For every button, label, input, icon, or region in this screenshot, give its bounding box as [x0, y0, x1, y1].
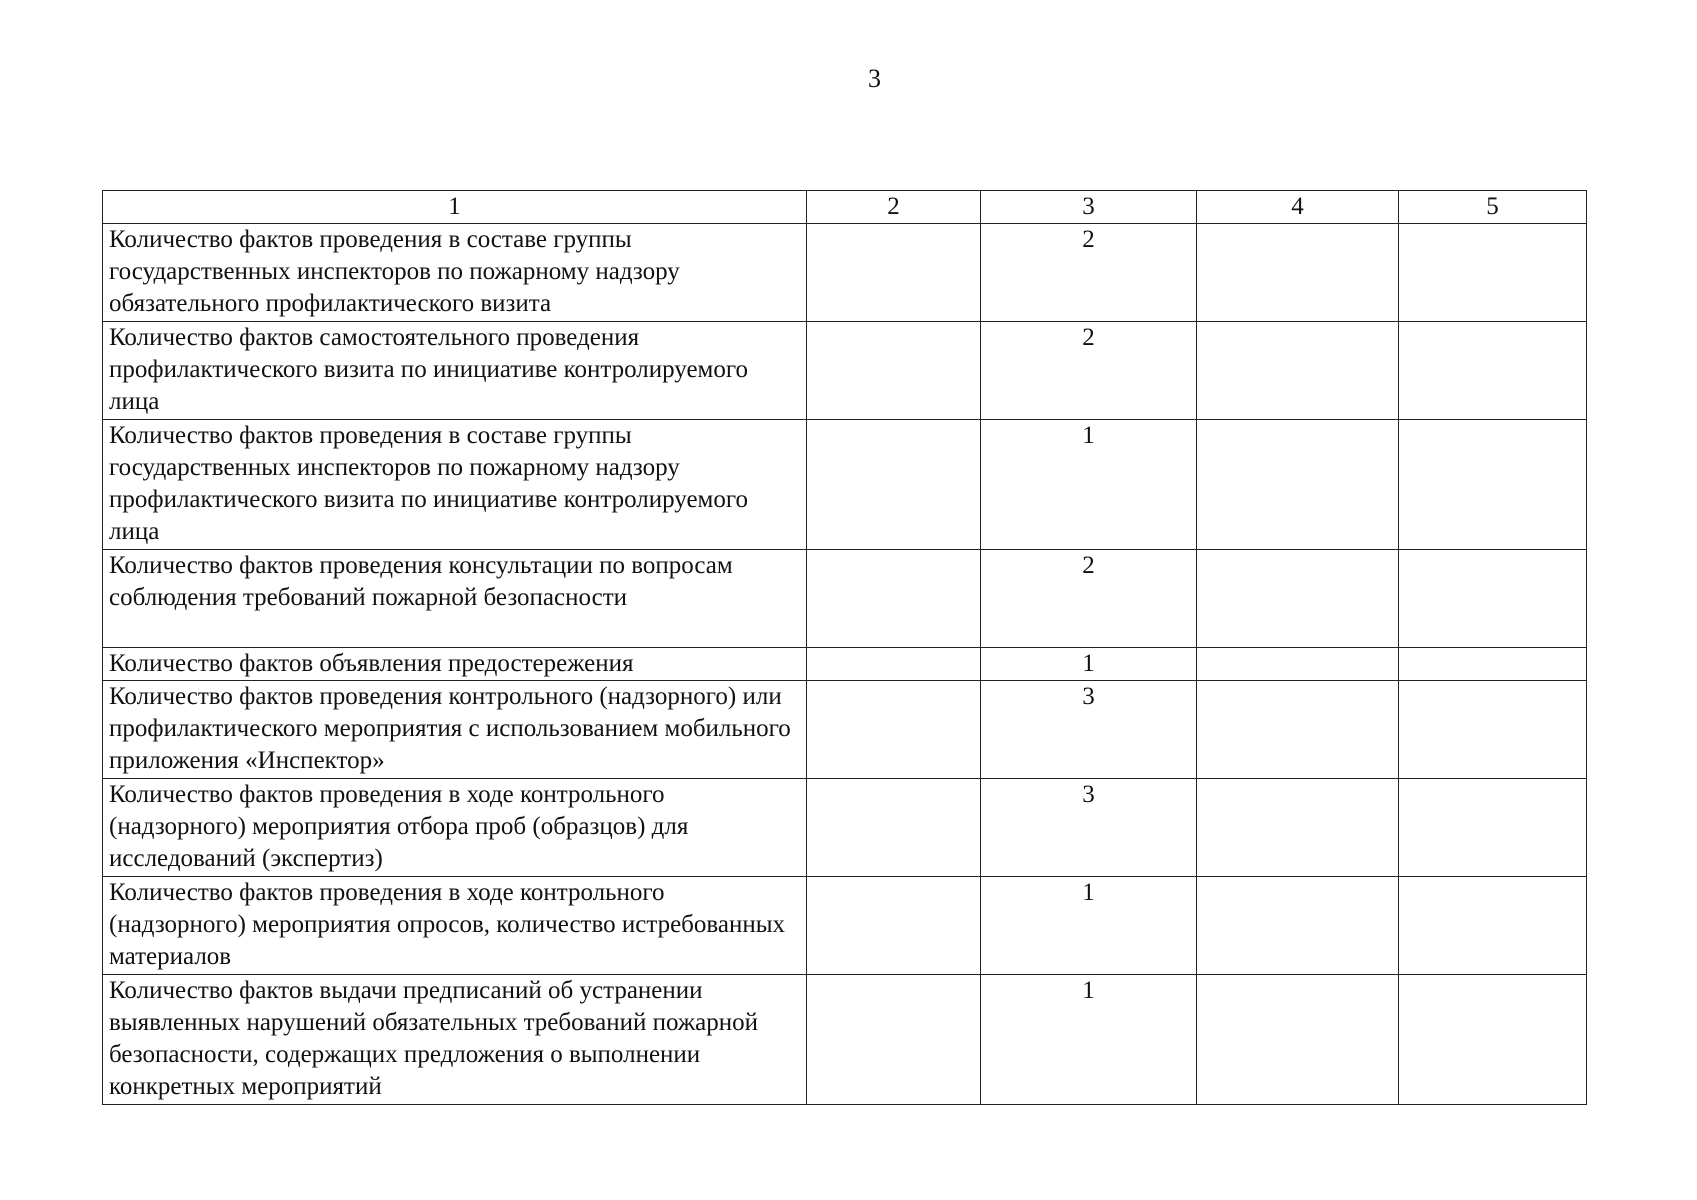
indicators-table — [102, 190, 1587, 1105]
row-col4 — [1197, 322, 1399, 420]
table-row — [103, 681, 1587, 779]
row-col2 — [807, 681, 981, 779]
row-col5 — [1399, 681, 1587, 779]
row-description: Количество фактов проведения в составе группы государственных инспекторов по пожарному надзору обязательного профилактического визита — [103, 224, 807, 322]
row-col4 — [1197, 550, 1399, 648]
page-number: 3 — [868, 64, 881, 93]
row-description: Количество фактов объявления предостережения — [103, 648, 807, 681]
row-col5 — [1399, 550, 1587, 648]
table-header-row — [103, 191, 1587, 224]
row-description: Количество фактов проведения консультации по вопросам соблюдения требований пожарной безопасности — [103, 550, 807, 648]
row-col4 — [1197, 681, 1399, 779]
row-col3: 2 — [981, 224, 1197, 322]
row-col2 — [807, 224, 981, 322]
row-col4 — [1197, 420, 1399, 550]
table-row — [103, 877, 1587, 975]
row-col3: 2 — [981, 550, 1197, 648]
table-row — [103, 224, 1587, 322]
row-col2 — [807, 779, 981, 877]
row-description: Количество фактов проведения контрольного (надзорного) или профилактического мероприятия с использованием мобильного приложения «Инспектор» — [103, 681, 807, 779]
row-col4 — [1197, 224, 1399, 322]
row-description: Количество фактов выдачи предписаний об устранении выявленных нарушений обязательных требований пожарной безопасности, содержащих предложения о выполнении конкретных мероприятий — [103, 975, 807, 1105]
table-row — [103, 779, 1587, 877]
row-col4 — [1197, 779, 1399, 877]
row-col5 — [1399, 779, 1587, 877]
table-row — [103, 420, 1587, 550]
row-col3: 3 — [981, 681, 1197, 779]
row-col5 — [1399, 322, 1587, 420]
row-col3: 1 — [981, 648, 1197, 681]
row-col5 — [1399, 877, 1587, 975]
row-col3: 2 — [981, 322, 1197, 420]
row-col4 — [1197, 975, 1399, 1105]
row-col5 — [1399, 648, 1587, 681]
column-header-4: 4 — [1197, 191, 1399, 224]
table-row — [103, 322, 1587, 420]
row-col2 — [807, 420, 981, 550]
column-header-3: 3 — [981, 191, 1197, 224]
row-col5 — [1399, 975, 1587, 1105]
row-col5 — [1399, 224, 1587, 322]
row-col3: 1 — [981, 420, 1197, 550]
row-col3: 3 — [981, 779, 1197, 877]
row-description: Количество фактов проведения в ходе контрольного (надзорного) мероприятия опросов, количество истребованных материалов — [103, 877, 807, 975]
row-col4 — [1197, 877, 1399, 975]
row-description: Количество фактов проведения в составе группы государственных инспекторов по пожарному надзору профилактического визита по инициативе контролируемого лица — [103, 420, 807, 550]
row-description: Количество фактов самостоятельного проведения профилактического визита по инициативе контролируемого лица — [103, 322, 807, 420]
row-col3: 1 — [981, 877, 1197, 975]
table-row — [103, 550, 1587, 648]
row-col4 — [1197, 648, 1399, 681]
table-row — [103, 975, 1587, 1105]
row-col2 — [807, 550, 981, 648]
row-col3: 1 — [981, 975, 1197, 1105]
row-col2 — [807, 975, 981, 1105]
column-header-5: 5 — [1399, 191, 1587, 224]
table-row — [103, 648, 1587, 681]
row-col2 — [807, 648, 981, 681]
column-header-2: 2 — [807, 191, 981, 224]
column-header-1: 1 — [103, 191, 807, 224]
row-col5 — [1399, 420, 1587, 550]
row-description: Количество фактов проведения в ходе контрольного (надзорного) мероприятия отбора проб (образцов) для исследований (экспертиз) — [103, 779, 807, 877]
row-col2 — [807, 877, 981, 975]
row-col2 — [807, 322, 981, 420]
